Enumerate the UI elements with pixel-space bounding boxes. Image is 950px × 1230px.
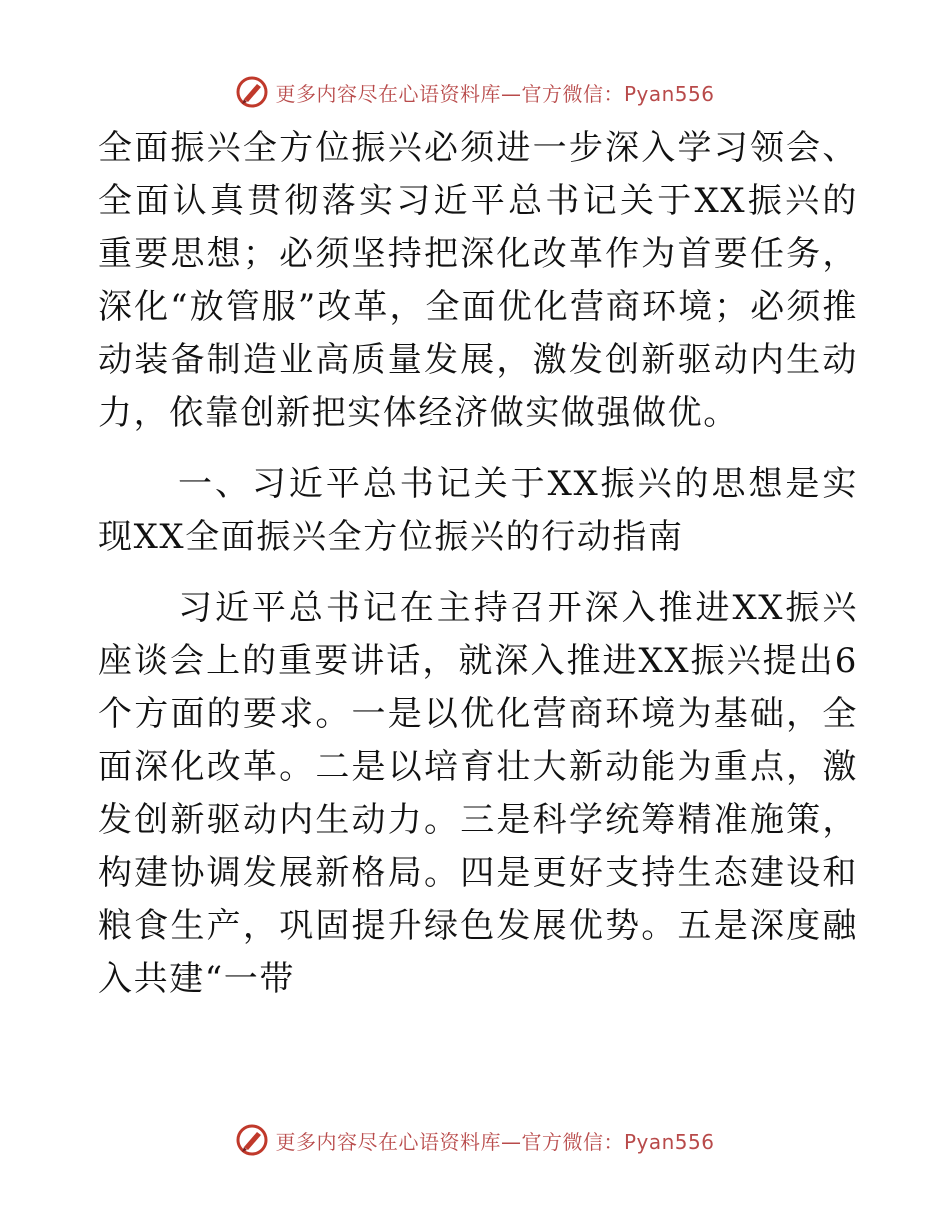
- writing-pen-logo-icon: [235, 75, 269, 109]
- watermark-text: 更多内容尽在心语资料库—官方微信：Pyan556: [275, 1129, 715, 1154]
- watermark-text: 更多内容尽在心语资料库—官方微信：Pyan556: [275, 81, 715, 106]
- document-body: [98, 122, 858, 1006]
- body-paragraph: 全面振兴全方位振兴必须进一步深入学习领会、全面认真贯彻落实习近平总书记关于XX振兴的重要思想；必须坚持把深化改革作为首要任务，深化“放管服”改革，全面优化营商环境；必须推动装备制造业高质量发展，激发创新驱动内生动力，依靠创新把实体经济做实做强做优。: [98, 128, 858, 433]
- header-watermark: [0, 72, 950, 112]
- body-paragraph: 习近平总书记在主持召开深入推进XX振兴座谈会上的重要讲话，就深入推进XX振兴提出6个方面的要求。一是以优化营商环境为基础，全面深化改革。二是以培育壮大新动能为重点，激发创新驱动内生动力。三是科学统筹精准施策，构建协调发展新格局。四是更好支持生态建设和粮食生产，巩固提升绿色发展优势。五是深度融入共建“一带: [98, 588, 858, 999]
- section-heading: 一、习近平总书记关于XX振兴的思想是实现XX全面振兴全方位振兴的行动指南: [98, 464, 858, 557]
- footer-watermark: [0, 1120, 950, 1160]
- writing-pen-logo-icon: [235, 1123, 269, 1157]
